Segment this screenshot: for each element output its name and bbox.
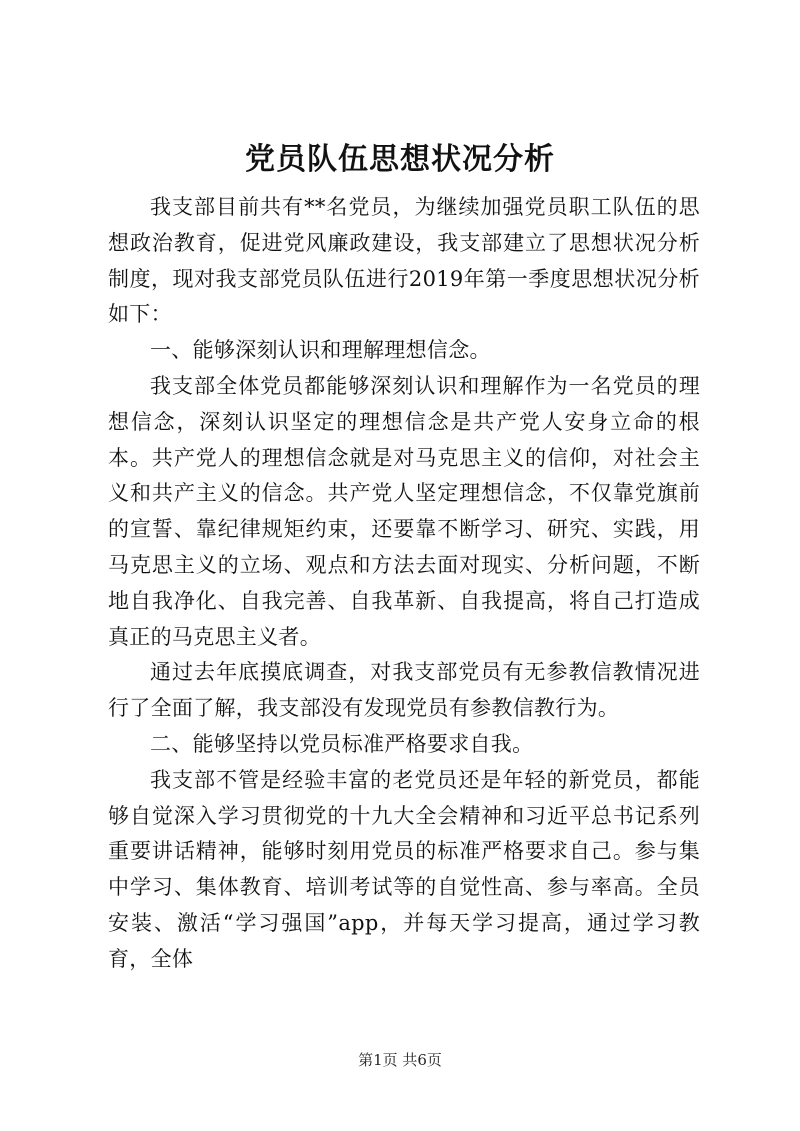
page-footer: 第1页 共6页: [358, 1051, 442, 1069]
document-body: [108, 190, 700, 978]
document-title: 党员队伍思想状况分析: [245, 142, 555, 177]
paragraph-standards: 我支部不管是经验丰富的老党员还是年轻的新党员，都能够自觉深入学习贯彻党的十九大全会精神和习近平总书记系列重要讲话精神，能够时刻用党员的标准严格要求自己。参与集中学习、集体教育、培训考试等的自觉性高、参与率高。全员安装、激活“学习强国”app，并每天学习提高，通过学习教育，全体: [108, 767, 700, 971]
paragraph-intro: 我支部目前共有**名党员，为继续加强党员职工队伍的思想政治教育，促进党风廉政建设，我支部建立了思想状况分析制度，现对我支部党员队伍进行2019年第一季度思想状况分析如下：: [108, 195, 700, 327]
section-heading-2: 二、能够坚持以党员标准严格要求自我。: [150, 731, 534, 756]
paragraph-survey: 通过去年底摸底调查，对我支部党员有无参教信教情况进行了全面了解，我支部没有发现党员有参教信教行为。: [108, 660, 700, 721]
paragraph-ideals: 我支部全体党员都能够深刻认识和理解作为一名党员的理想信念，深刻认识坚定的理想信念是共产党人安身立命的根本。共产党人的理想信念就是对马克思主义的信仰，对社会主义和共产主义的信念。共产党人坚定理想信念，不仅靠党旗前的宣誓、靠纪律规矩约束，还要靠不断学习、研究、实践，用马克思主义的立场、观点和方法去面对现实、分析问题，不断地自我净化、自我完善、自我革新、自我提高，将自己打造成真正的马克思主义者。: [108, 373, 700, 649]
section-heading-1: 一、能够深刻认识和理解理想信念。: [150, 338, 491, 363]
